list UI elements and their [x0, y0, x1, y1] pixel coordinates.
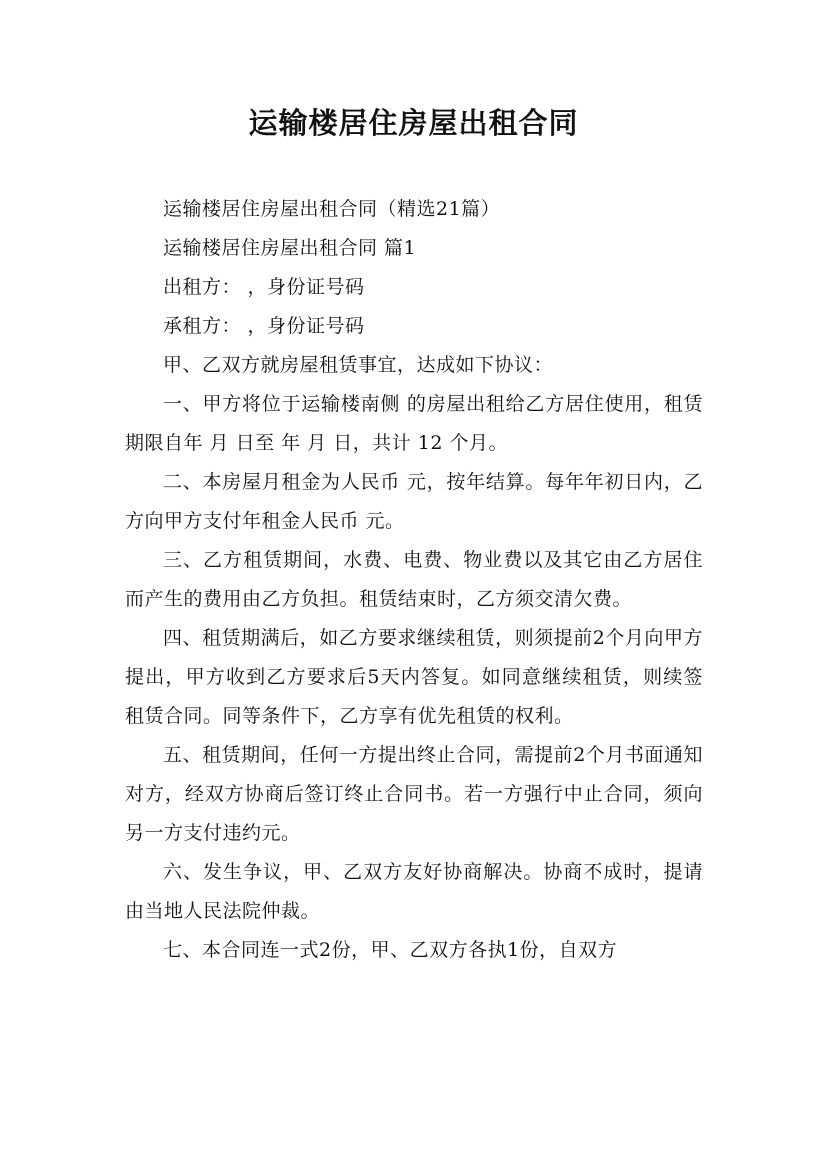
- paragraph-clause-5: 五、租赁期间，任何一方提出终止合同，需提前2个月书面通知对方，经双方协商后签订终止合同书。若一方强行中止合同，须向另一方支付违约元。: [125, 744, 703, 844]
- paragraph-clause-3: 三、乙方租赁期间，水费、电费、物业费以及其它由乙方居住而产生的费用由乙方负担。租赁结束时，乙方须交清欠费。: [125, 549, 703, 610]
- paragraph-clause-7: 七、本合同连一式2份，甲、乙双方各执1份，自双方: [163, 939, 618, 961]
- paragraph-clause-4: 四、租赁期满后，如乙方要求继续租赁，则须提前2个月向甲方提出，甲方收到乙方要求后5天内答复。如同意继续租赁，则续签租赁合同。同等条件下，乙方享有优先租赁的权利。: [125, 627, 703, 727]
- document-title: 运输楼居住房屋出租合同: [248, 106, 579, 140]
- paragraph-lessee: 承租方： ，身份证号码: [163, 315, 365, 337]
- document-body: [125, 190, 703, 970]
- paragraph-clause-6: 六、发生争议，甲、乙双方友好协商解决。协商不成时，提请由当地人民法院仲裁。: [125, 861, 703, 922]
- paragraph-clause-2: 二、本房屋月租金为人民币 元，按年结算。每年年初日内，乙方向甲方支付年租金人民币 元。: [125, 471, 703, 532]
- paragraph-agreement-intro: 甲、乙双方就房屋租赁事宜，达成如下协议：: [163, 354, 554, 376]
- paragraph-clause-1: 一、甲方将位于运输楼南侧 的房屋出租给乙方居住使用，租赁期限自年 月 日至 年 月 日，共计 12 个月。: [125, 393, 703, 454]
- paragraph-section-heading: 运输楼居住房屋出租合同 篇1: [163, 237, 417, 259]
- paragraph-lessor: 出租方： ，身份证号码: [163, 276, 365, 298]
- paragraph-subtitle: 运输楼居住房屋出租合同（精选21篇）: [163, 198, 501, 220]
